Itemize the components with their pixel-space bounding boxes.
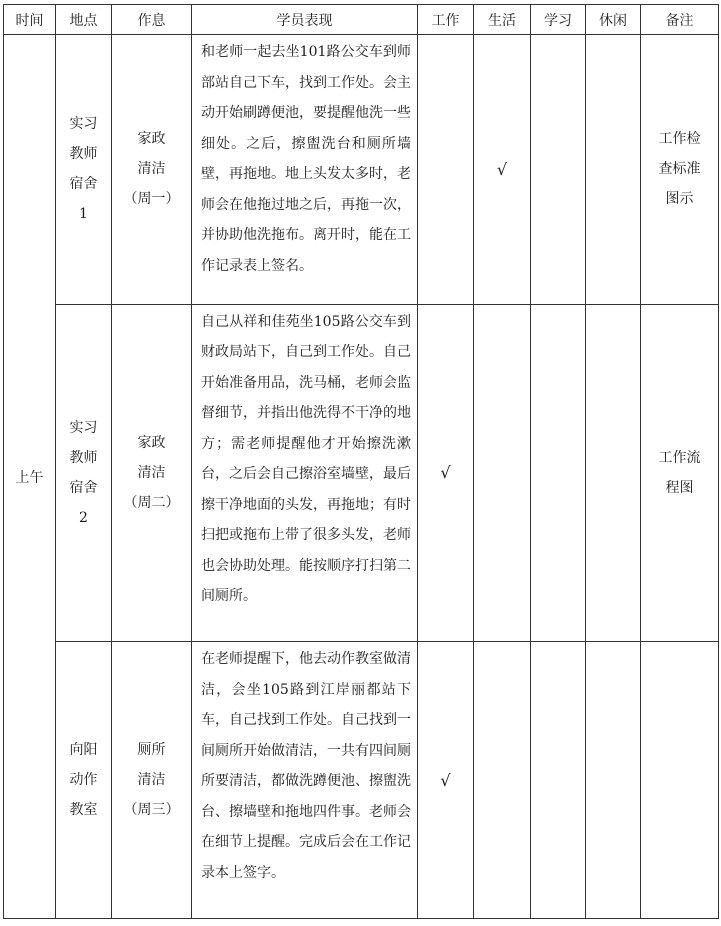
- work-cell: √: [418, 304, 474, 641]
- table-row: [4, 642, 719, 919]
- leisure-cell: [586, 35, 641, 305]
- work-cell: √: [418, 642, 474, 919]
- life-cell: [474, 642, 531, 919]
- activity-cell: 家政 清洁 （周一）: [112, 35, 192, 305]
- remark-cell: 工作检 查标准 图示: [641, 35, 719, 305]
- table-row: [4, 35, 719, 305]
- header-time: 时间: [4, 5, 56, 35]
- activity-cell: 家政 清洁 （周二）: [112, 304, 192, 641]
- table-row: [4, 304, 719, 641]
- activity-cell: 厕所 清洁 （周三）: [112, 642, 192, 919]
- life-cell: √: [474, 35, 531, 305]
- performance-cell: 和老师一起去坐101路公交车到师部站自己下车，找到工作处。会主动开始刷蹲便池，要提醒他洗一些细处。之后，擦盥洗台和厕所墙壁，再拖地。地上头发太多时，老师会在他拖过地之后，再拖一次，并协助他洗拖布。离开时，能在工作记录表上签名。: [192, 35, 418, 305]
- location-cell: 向阳 动作 教室: [56, 642, 112, 919]
- leisure-cell: [586, 642, 641, 919]
- leisure-cell: [586, 304, 641, 641]
- remark-cell: [641, 642, 719, 919]
- life-cell: [474, 304, 531, 641]
- study-cell: [531, 35, 586, 305]
- work-cell: [418, 35, 474, 305]
- performance-cell: 自己从祥和佳苑坐105路公交车到财政局站下，自己到工作处。自己开始准备用品，洗马桶，老师会监督细节，并指出他洗得不干净的地方；需老师提醒他才开始擦洗漱台，之后会自己擦浴室墙壁，最后擦干净地面的头发，再拖地；有时扫把或拖布上带了很多头发，老师也会协助处理。能按顺序打扫第二间厕所。: [192, 304, 418, 641]
- header-performance: 学员表现: [192, 5, 418, 35]
- header-life: 生活: [474, 5, 531, 35]
- location-cell: 实习 教师 宿舍 1: [56, 35, 112, 305]
- study-cell: [531, 304, 586, 641]
- header-study: 学习: [531, 5, 586, 35]
- remark-cell: 工作流 程图: [641, 304, 719, 641]
- performance-cell: 在老师提醒下，他去动作教室做清洁，会坐105路到江岸丽都站下车，自己找到工作处。自己找到一间厕所开始做清洁，一共有四间厕所要清洁，都做洗蹲便池、擦盥洗台、擦墙壁和拖地四件事。老师会在细节上提醒。完成后会在工作记录本上签字。: [192, 642, 418, 919]
- schedule-table: [3, 4, 719, 919]
- header-location: 地点: [56, 5, 112, 35]
- header-work: 工作: [418, 5, 474, 35]
- location-cell: 实习 教师 宿舍 2: [56, 304, 112, 641]
- header-leisure: 休闲: [586, 5, 641, 35]
- header-activity: 作息: [112, 5, 192, 35]
- time-cell: 上午: [4, 35, 56, 919]
- header-remark: 备注: [641, 5, 719, 35]
- header-row: [4, 5, 719, 35]
- study-cell: [531, 642, 586, 919]
